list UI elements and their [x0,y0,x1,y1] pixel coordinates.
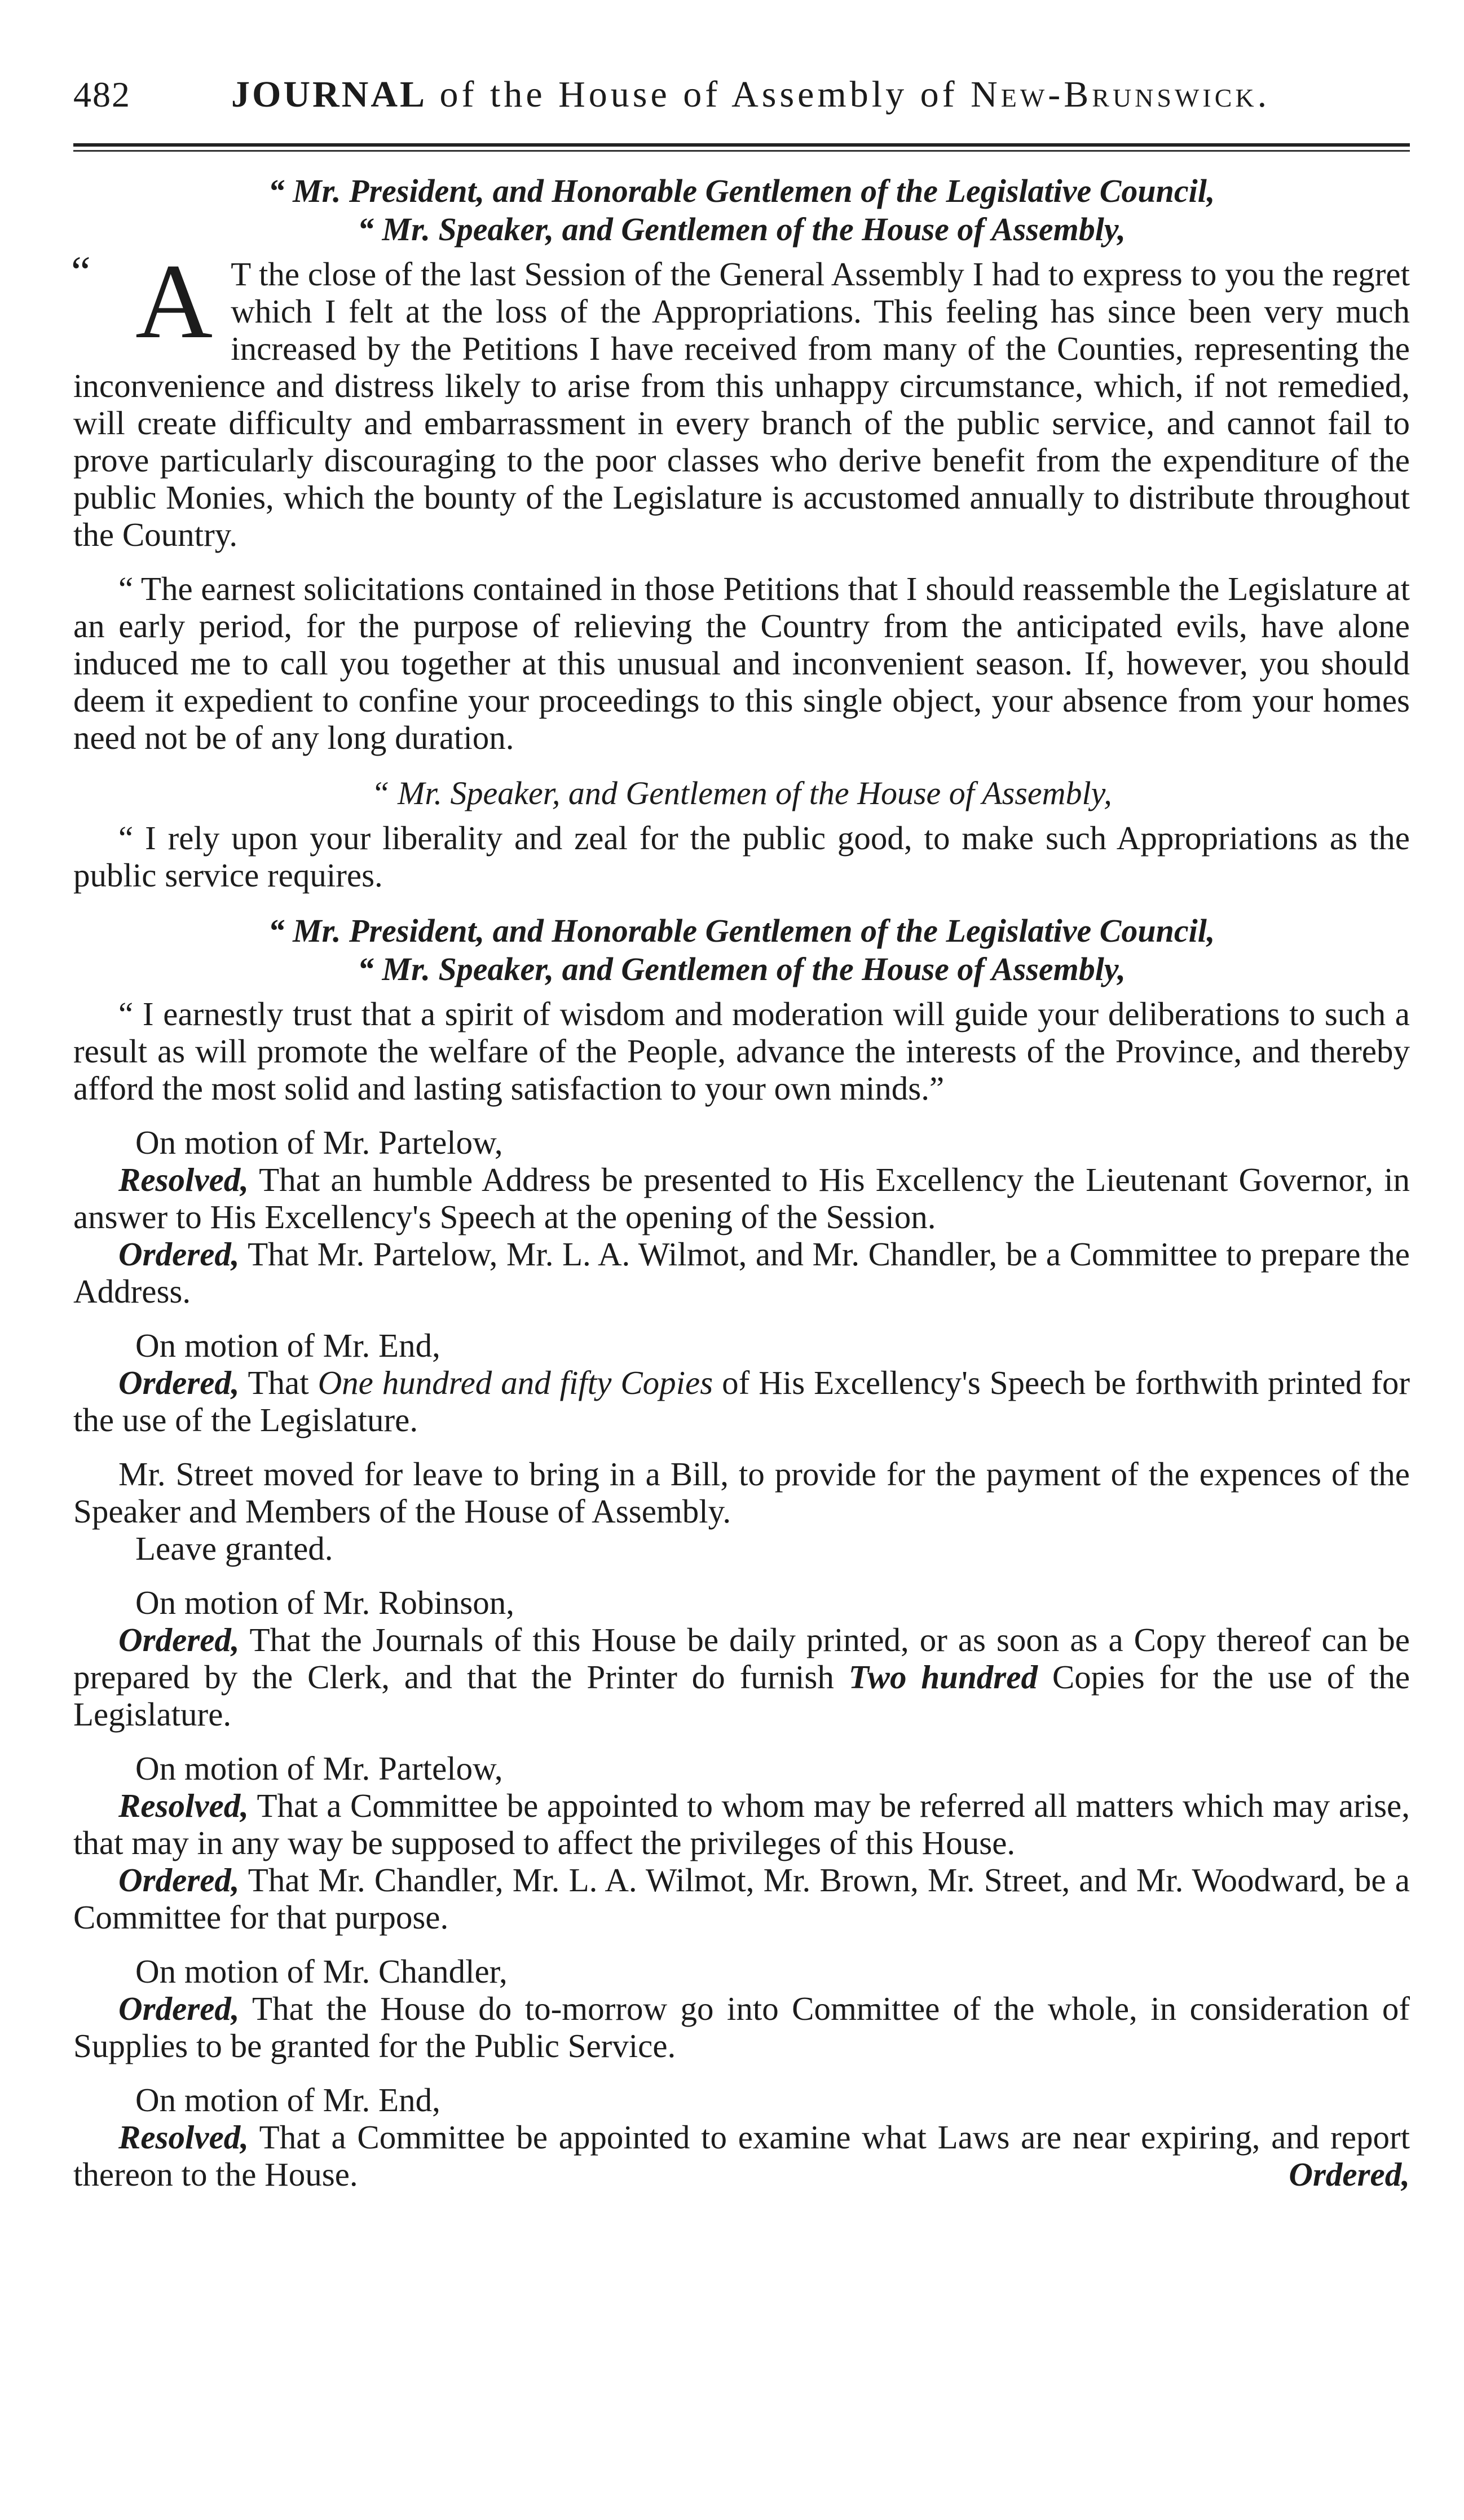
page-header [73,73,1410,135]
running-title-middle: of the House of Assembly of [427,74,971,115]
order-supplies: Ordered, That the House do to-morrow go into Committee of the whole, in consideration of Supplies to be granted for the Public Service. [73,1990,1410,2064]
speech-paragraph-4: “ I earnestly trust that a spirit of wisdom and moderation will guide your deliberations to such a result as will promote the welfare of the People, advance the interests of the Province, and thereby afford the most solid and lasting satisfaction to your own minds.” [73,995,1410,1107]
opening-quote-mark: “ [71,247,91,296]
resolution-privileges: Resolved, That a Committee be appointed to whom may be referred all matters which may arise, that may in any way be supposed to affect the privileges of this House. [73,1787,1410,1861]
header-rule [73,143,1410,152]
order-address-committee: Ordered, That Mr. Partelow, Mr. L. A. Wilmot, and Mr. Chandler, be a Committee to prepare the Address. [73,1235,1410,1310]
order-speech-printed: Ordered, That One hundred and fifty Copies of His Excellency's Speech be forthwith printed for the use of the Legislature. [73,1364,1410,1438]
motion-robinson: On motion of Mr. Robinson, [135,1584,514,1621]
resolution-expiring-laws: Resolved, That a Committee be appointed to examine what Laws are near expiring, and report thereon to the House. Ordered, [73,2119,1410,2193]
salutation-speaker: “ Mr. Speaker, and Gentlemen of the House of Assembly, [371,775,1112,811]
salutation-council-2: “ Mr. President, and Honorable Gentlemen of the Legislative Council, [268,912,1215,949]
running-title [231,73,1270,116]
journal-page [73,73,1410,2193]
order-privileges-committee: Ordered, That Mr. Chandler, Mr. L. A. Wilmot, Mr. Brown, Mr. Street, and Mr. Woodward, be a Committee for that purpose. [73,1861,1410,1936]
motion-partelow-2: On motion of Mr. Partelow, [135,1750,503,1787]
salutation-assembly: “ Mr. Speaker, and Gentlemen of the House of Assembly, [358,211,1126,248]
speech-opening [71,242,1410,553]
salutation-assembly-2: “ Mr. Speaker, and Gentlemen of the House of Assembly, [358,951,1126,987]
drop-cap: A [135,242,213,361]
salutation-council: “ Mr. President, and Honorable Gentlemen of the Legislative Council, [268,173,1215,209]
resolution-address: Resolved, That an humble Address be presented to His Excellency the Lieutenant Governor, in answer to His Excellency's Speech at the opening of the Session. [73,1161,1410,1235]
speech-paragraph-1: T the close of the last Session of the General Assembly I had to express to you the regret which I felt at the loss of the Appropriations. This feeling has since been very much increased by the Petitions I have received from many of the Counties, representing the inconvenience and distress likely to arise from this unhappy circumstance, which, if not remedied, will create difficulty and embarrassment in every branch of the public service, and cannot fail to prove particularly discouraging to the poor classes who derive benefit from the expenditure of the public Monies, which the bounty of the Legislature is accustomed annually to distribute throughout the Country. [73,255,1410,553]
motion-end: On motion of Mr. End, [135,1327,440,1364]
page-number: 482 [73,74,131,114]
running-title-province: New-Brunswick. [971,74,1271,115]
motion-street-bill: Mr. Street moved for leave to bring in a Bill, to provide for the payment of the expences of the Speaker and Members of the House of Assembly. [73,1455,1410,1530]
leave-granted: Leave granted. [135,1530,333,1567]
motion-chandler: On motion of Mr. Chandler, [135,1953,508,1990]
order-journals-printed: Ordered, That the Journals of this House be daily printed, or as soon as a Copy thereof can be prepared by the Clerk, and that the Printer do furnish Two hundred Copies for the use of the Legislature. [73,1621,1410,1733]
speech-paragraph-3: “ I rely upon your liberality and zeal for the public good, to make such Appropriations as the public service requires. [73,819,1410,894]
running-title-journal: JOURNAL [231,74,427,115]
motion-partelow: On motion of Mr. Partelow, [135,1124,503,1161]
speech-paragraph-2: “ The earnest solicitations contained in those Petitions that I should reassemble the Legislature at an early period, for the purpose of relieving the Country from the anticipated evils, have alone induced me to call you together at this unusual and inconvenient season. If, however, you should deem it expedient to confine your proceedings to this single object, your absence from your homes need not be of any long duration. [73,570,1410,756]
motion-end-2: On motion of Mr. End, [135,2081,440,2119]
catchword: Ordered, [1289,2156,1410,2193]
